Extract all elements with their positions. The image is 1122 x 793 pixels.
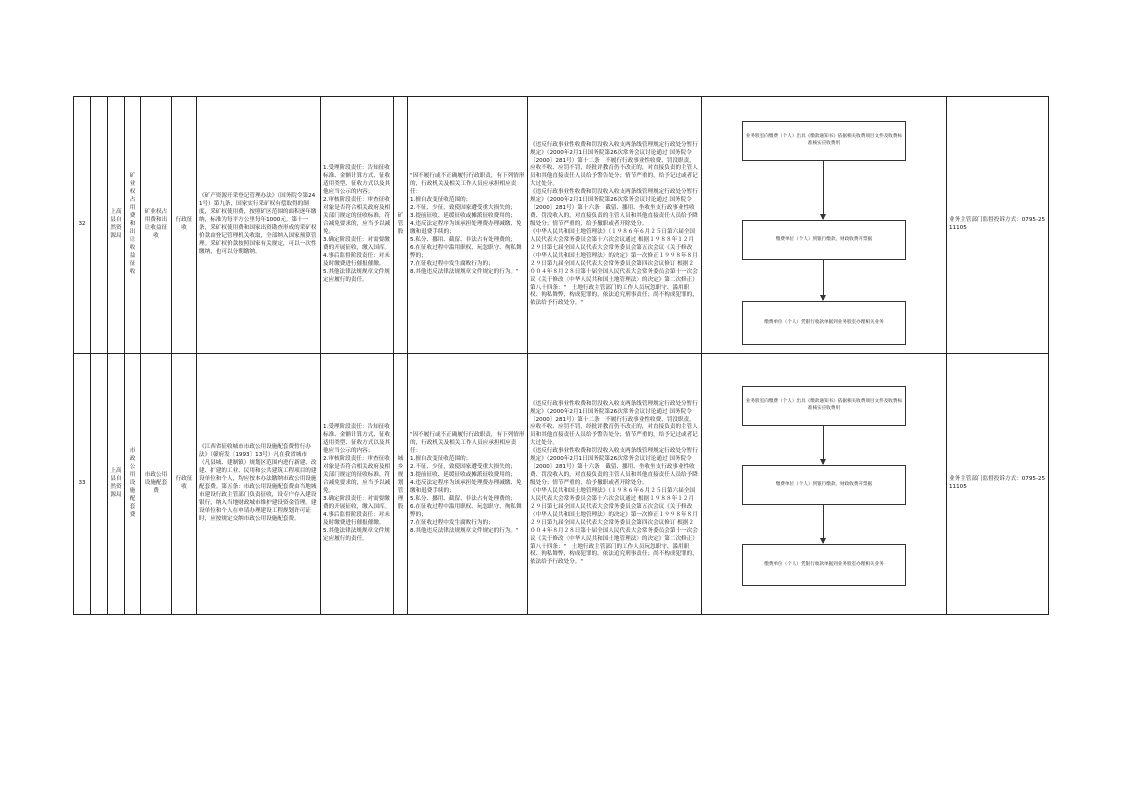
department: 上高县自然资源局 [108,354,125,615]
sub-item-name: 矿业权占用费和出让收益征收 [141,97,172,354]
flow-arrow [823,260,824,300]
empty-cell [91,97,108,354]
basis-text: 《江西省征收城市市政公用设施配套费暂行办法》（赣府发〔1993〕13号）凡在我省城市（凡县城、建制镇）规划区范围内进行新建、改建、扩建的工业、民用和公共建筑工程项目的建设单位和个人，均应按本办法缴纳市政公用设施配套费。第五条：市政公用设施配套费由当地城市建设行政主管部门负责征收，设专户存入建设银行，纳入当地财政城市维护建设资金管理。建设单位和个人在申请办理建设工程规划许可证时，应按规定交纳市政公用设施配套费。 [197,354,321,615]
row-number: 33 [74,354,91,615]
sub-item-name: 市政公用设施配套费 [141,354,172,615]
table-row [74,354,1049,615]
accountability-text: "因不履行或不正确履行行政职责，有下列情形的，行政机关及相关工作人员应承担相应责任： 1.擅自改变征收范围的； 2.不征、少征，致使国家遭受重大损失的； 3.提前征收、延缓征收或摊派征收费用的； 4.违反法定程序为该承担处理费办理减缴、免缴和退费手续的； 5.私分、挪用、截留、非法占有处理费的； 6.在征收过程中滥用职权、玩忽职守、徇私舞弊的； 7.在征收过程中发生腐败行为的； 8.其他违反法律法规规章文件规定的行为。" [408,354,528,615]
flow-step: 业务股室向缴费（个人）出具《缴款通知书》依据相关收费项目文件及收费标准核实应收费用 [742,386,906,426]
responsible-unit: 矿管股 [394,97,408,354]
basis-text: 《矿产资源开采登记管理办法》（国务院令第241号）第九条，国家实行采矿权有偿取得的制度，采矿权使用费，按照矿区范围的面积逐年缴纳，标准为每平方公里每年1000元。第十一条，采矿权使用费和国家出资勘查形成的采矿权价款由登记管理机关收取，全部纳入国家预算管理。采矿权价款按照国家有关规定，可以一次性缴纳，也可以分期缴纳。 [197,97,321,354]
legal-basis-text: 《违反行政事业性收费和罚没收入收支两条线管理规定行政处分暂行规定》（2000年2月1日国务院第26次常务会议讨论通过 国务院令〔2000〕281号）第十二条 不履行行政事业性收费、罚没职责，应收不收、应罚不罚，经批评教育仍不改正的，对直接负责的主管人员和其他直接责任人员给予警告处分；情节严重的，给予记过或者记大过处分。 《违反行政事业性收费和罚没收入收支两条线管理规定行政处分暂行规定》（2000年2月1日国务院第26次常务会议讨论通过 国务院令〔2000〕281号）第十六条 截留、挪用、坐收坐支行政事业性收费、罚没收入的，对直接负责的主管人员和其他直接责任人员给予降级处分；情节严重的，给予撤职或者开除处分。 《中华人民共和国土地管理法》（１９８６年６月２５日第六届全国人民代表大会常务委员会第十六次会议通过 根据１９８８年１２月２９日第七届全国人民代表大会常务委员会第五次会议《关于修改〈中华人民共和国土地管理法〉的决定》第一次修正１９９８年８月２９日第九届全国人民代表大会常务委员会第四次会议修订 根据２００４年８月２８日第十届全国人民代表大会常务委员会第十一次会议《关于修改〈中华人民共和国土地管理法〉的决定》第二次修正）第八十四条：" 土地行政主管部门的工作人员玩忽职守、滥用职权、徇私舞弊，构成犯罪的，依法追究刑事责任；尚不构成犯罪的，依法给予行政处分。" [528,97,702,354]
flow-chart [702,97,947,354]
duties-text: 1.受理阶段责任：告知征收标准、金额计算方式、征收适用类型、征收方式以及其他应当公示的内容； 2.审核阶段责任：审查征收对象是否符合相关政府及相关部门规定的征收标准，符合减免要求的，应当予以减免。 3.确定阶段责任：对需要缴费的开展征收，缴入国库。 4.事后监督阶段责任：对未及时缴费进行催报催缴。 5.其他法律法规规章文件规定应履行的责任。 [321,354,394,615]
flow-arrow [823,161,824,219]
department: 上高县自然资源局 [108,97,125,354]
duties-text: 1.受理阶段责任：告知征收标准、金额计算方式、征收适用类型、征收方式以及其他应当公示的内容； 2.审核阶段责任：审查征收对象是否符合相关政府及相关部门规定的征收标准，符合减免要求的，应当予以减免。 3.确定阶段责任：对需要缴费的开展征收，缴入国库。 4.事后监督阶段责任：对未及时缴费进行催报催缴。 5.其他法律法规规章文件规定应履行的责任。 [321,97,394,354]
flow-step: 缴费单位（个人）凭银行收款单据到业务股室办理相关业务 [742,544,906,586]
responsible-unit: 城乡规划管理股 [394,354,408,615]
item-name: 矿业权占用费和出让收益征收 [125,97,141,354]
item-name: 市政公用设施配套费 [125,354,141,615]
accountability-text: "因不履行或不正确履行行政职责，有下列情形的，行政机关及相关工作人员应承担相应责任： 1.擅自改变征收范围的； 2.不征、少征，致使国家遭受重大损失的； 3.提前征收、延缓征收或摊派征收费用的； 4.违反法定程序为该承担处理费办理减缴、免缴和退费手续的； 5.私分、挪用、截留、非法占有处理费的； 6.在征收过程中滥用职权、玩忽职守、徇私舞弊的； 7.在征收过程中发生腐败行为的； 8.其他违反法律法规规章文件规定的行为。" [408,97,528,354]
power-type: 行政征收 [172,97,197,354]
flow-arrow [823,426,824,464]
power-list-table [73,96,1049,615]
flow-arrow [823,505,824,543]
empty-cell [91,354,108,615]
supervision-contact: 业务主管部门监督投诉方式：0795-2511105 [947,354,1049,615]
supervision-contact: 业务主管部门监督投诉方式：0795-2511105 [947,97,1049,354]
flow-step: 业务股室向缴费（个人）出具《缴款通知书》依据相关收费项目文件及收费标准核实应收费用 [742,121,906,161]
legal-basis-text: 《违反行政事业性收费和罚没收入收支两条线管理规定行政处分暂行规定》（2000年2月1日国务院第26次常务会议讨论通过 国务院令〔2000〕281号）第十二条 不履行行政事业性收费、罚没职责，应收不收、应罚不罚，经批评教育仍不改正的，对直接负责的主管人员和其他直接责任人员给予警告处分；情节严重的，给予记过或者记大过处分。 《违反行政事业性收费和罚没收入收支两条线管理规定行政处分暂行规定》（2000年2月1日国务院第26次常务会议讨论通过 国务院令〔2000〕281号）第十六条 截留、挪用、坐收坐支行政事业性收费、罚没收入的，对直接负责的主管人员和其他直接责任人员给予降级处分；情节严重的，给予撤职或者开除处分。 《中华人民共和国土地管理法》（１９８６年６月２５日第六届全国人民代表大会常务委员会第十六次会议通过 根据１９８８年１２月２９日第七届全国人民代表大会常务委员会第五次会议《关于修改〈中华人民共和国土地管理法〉的决定》第一次修正１９９８年８月２９日第九届全国人民代表大会常务委员会第四次会议修订 根据２００４年８月２８日第十届全国人民代表大会常务委员会第十一次会议《关于修改〈中华人民共和国土地管理法〉的决定》第二次修正）第八十四条：" 土地行政主管部门的工作人员玩忽职守、滥用职权、徇私舞弊，构成犯罪的，依法追究刑事责任；尚不构成犯罪的，依法给予行政处分。" [528,354,702,615]
flow-chart [702,354,947,615]
flow-step: 缴费单位（个人）到银行缴款，财政收费开票据 [742,220,906,260]
row-number: 32 [74,97,91,354]
flow-step: 缴费单位（个人）凭银行收款单据到业务股室办理相关业务 [742,301,906,345]
table-row [74,97,1049,354]
flow-step: 缴费单位（个人）到银行缴款，财政收费开票据 [742,465,906,505]
power-type: 行政征收 [172,354,197,615]
